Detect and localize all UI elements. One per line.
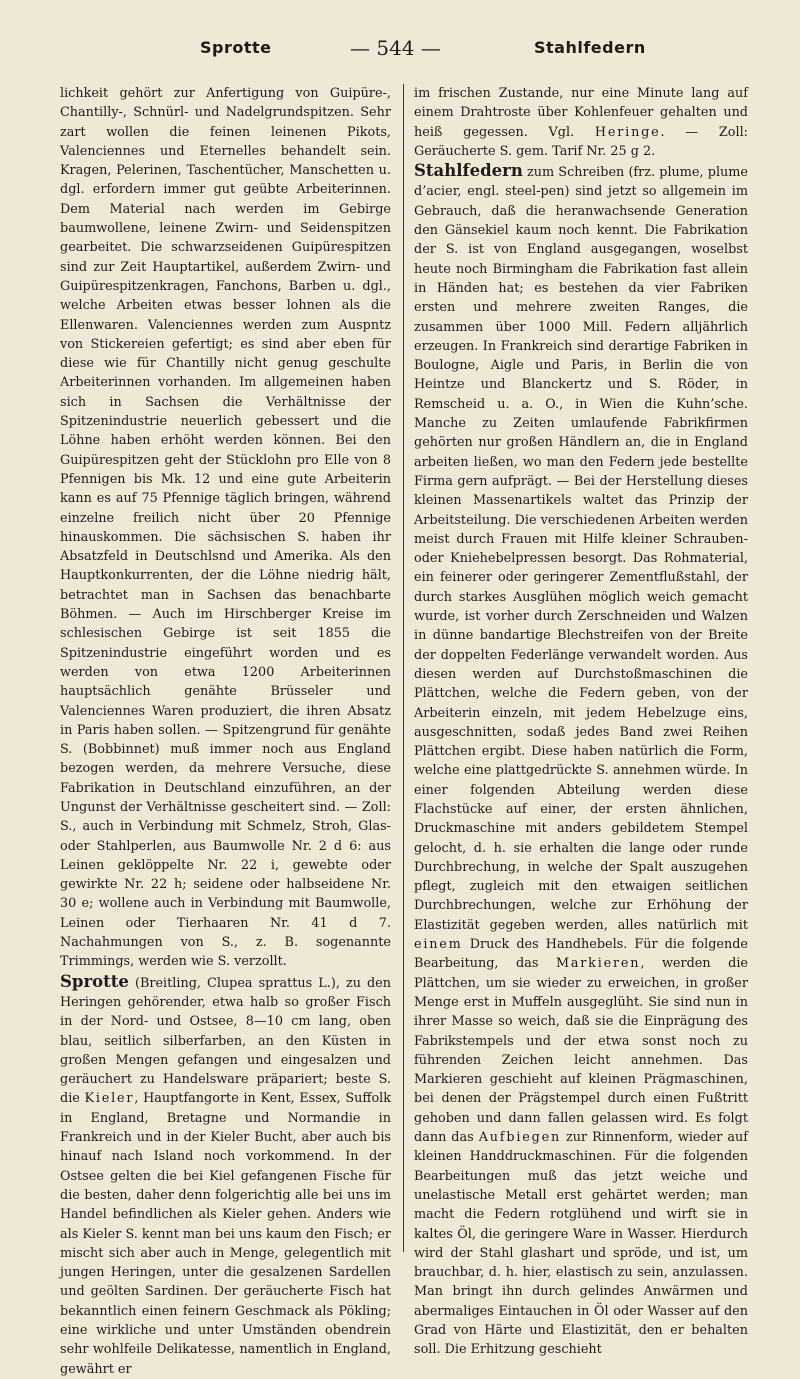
spitzen-paragraph: lichkeit gehört zur Anfertigung von Guipüre-, Chantilly-, Schnürl- und Nadelgrundspitzen. Sehr zart wollen die feinen leinenen Pikots, Valenciennes und Eternelles behandelt sein. Kragen, Pelerinen, Taschentücher, Manschetten u. dgl. erfordern immer gut geübte Arbeiterinnen. Dem Material nach werden im Gebirge baumwollene, leinene Zwirn- und Seidenspitzen gearbeitet. Die schwarzseidenen Guipürespitzen sind zur Zeit Hauptartikel, außerdem Zwirn- und Guipürespitzenkragen, Fanchons, Barben u. dgl., welche Arbeiten etwas besser lohnen als die Ellenwaren. Valenciennes werden zum Auspntz von Stickereien gefertigt; es sind aber eben für diese wie für Chantilly nicht genug geschulte Arbeiterinnen vorhanden. Im allgemeinen haben sich in Sachsen die Verhältnisse der Spitzenindustrie neuerlich gebessert und die Löhne haben erhöht werden können. Bei den Guipürespitzen geht der Stücklohn pro Elle von 8 Pfennigen bis Mk. 12 und eine gute Arbeiterin kann es auf 75 Pfennige täglich bringen, während einzelne freilich nicht über 20 Pfennige hinauskommen. Die sächsischen S. haben ihr Absatzfeld in Deutschlsnd und Amerika. Als den Hauptkonkurrenten, der die Löhne niedrig hält, betrachtet man in Sachsen das benachbarte Böhmen. — Auch im Hirschberger Kreise im schlesischen Gebirge ist seit 1855 die Spitzenindustrie eingeführt worden und es werden von etwa 1200 Arbeiterinnen hauptsächlich genähte Brüsseler und Valenciennes Waren produziert, die ihren Absatz in Paris haben sollen. — Spitzengrund für genähte S. (Bobbinnet) muß immer noch aus England bezogen werden, da mehrere Versuche, diese Fabrikation in Deutschland einzuführen, an der Ungunst der Verhältnisse gescheitert sind. — Zoll: S., auch in Verbindung mit Schmelz, Stroh, Glas- oder Stahlperlen, aus Baumwolle Nr. 2 d 6: aus Leinen geklöppelte Nr. 22 i, gewebte oder gewirkte Nr. 22 h; seidene oder halbseidene Nr. 30 e; wollene auch in Verbindung mit Baumwolle, Leinen oder Tierhaaren Nr. 41 d 7. Nachahmungen von S., z. B. sogenannte Trimmings, werden wie S. verzollt. <box>60 86 391 970</box>
stahl-text-a: zum Schreiben (frz. plume, plume d’acier, engl. steel-pen) sind jetzt so allgemein im Gebrauch, daß die heranwachsende Generation den Gänsekiel kaum noch kennt. Die Fabrikation der S. ist von England ausgegangen, woselbst heute noch Birmingham die Fabrikation fast allein in Händen hat; es bestehen da vier Fabriken ersten und mehrere zweiten Ranges, die zusammen über 1000 Mill. Federn alljährlich erzeugen. In Frankreich sind derartige Fabriken in Boulogne, Aigle und Paris, in Berlin die von Heintze und Blanckertz und S. Röder, in Remscheid u. a. O., in Wien die Kuhn’sche. Manche zu Zeiten umlaufende Fabrikfirmen gehörten nur großen Händlern an, die in England arbeiten ließen, wo man den Federn jede bestellte Firma gern aufprägt. — Bei der Herstellung dieses kleinen Massenartikels waltet das Prinzip der Arbeitsteilung. Die verschiedenen Arbeiten werden meist durch Frauen mit Hilfe kleiner Schrauben- oder Kniehebelpressen besorgt. Das Rohmaterial, ein feinerer oder geringerer Zementflußstahl, der durch starkes Ausglühen möglich weich gemacht wurde, ist vorher durch Zerschneiden und Walzen in dünne bandartige Blechstreifen von der Breite der doppelten Federlänge verwandelt worden. Aus diesen werden auf Durchstoßmaschinen die Plättchen, welche die Federn geben, von der Arbeiterin einzeln, mit jedem Hebelzuge eins, ausgeschnitten, sodaß jedes Band zwei Reihen Plättchen ergibt. Diese haben natürlich die Form, welche eine plattgedrückte S. annehmen würde. In einer folgenden Abteilung werden diese Flachstücke auf einer, der ersten ähnlichen, Druckmaschine mit anders gebildetem Stempel gelocht, d. h. sie erhalten die lange oder runde Durchbrechung, in welche der Spalt auszugehen pflegt, zugleich mit den etwaigen seitlichen Durchbrechungen, welche zur Erhöhung der Elastizität gegeben werden, alles natürlich mit <box>414 165 748 933</box>
sprotte-entry <box>60 972 391 1379</box>
emphasis-kieler: Kieler <box>84 1091 135 1107</box>
right-column <box>414 84 748 1358</box>
left-column <box>60 84 391 1377</box>
sprotte-continuation <box>414 84 748 161</box>
header-right-keyword: Stahlfedern <box>534 38 646 57</box>
stahlfedern-entry <box>414 161 748 1359</box>
entry-headword-stahlfedern: Stahlfedern <box>414 161 523 181</box>
page-number: — 544 — <box>350 36 441 60</box>
sprotte-text-a: (Breitling, Clupea sprattus L.), zu den Heringen gehörender, etwa halb so großer Fisch in der Nord- und Ostsee, 8—10 cm lang, oben blau, seitlich silberfarben, an den Küsten in großen Mengen gefangen und eingesalzen und geräuchert zu Handelsware präpariert; beste S. die <box>60 975 391 1107</box>
sprotte-text-b: , Hauptfangorte in Kent, Essex, Suffolk in England, Bretagne und Normandie in Frankreich und in der Kieler Bucht, aber auch bis hinauf nach Island noch vorkommend. In der Ostsee gelten die bei Kiel gefangenen Fische für die besten, daher denn folgerichtig alle bei uns im Handel befindlichen als Kieler gehen. Anders wie als Kieler S. kennt man bei uns kaum den Fisch; er mischt sich aber auch in Menge, gelegentlich mit jungen Heringen, unter die gesalzenen Sardellen und geölten Sardinen. Der geräucherte Fisch hat bekanntlich einen feinern Geschmack als Pökling; eine wirkliche und unter Umständen obendrein sehr wohlfeile Delikatesse, namentlich in England, gewährt er <box>60 1091 391 1377</box>
sprotte-cont-b: . — Zoll: Geräucherte S. gem. Tarif Nr. 25 g 2. <box>414 124 748 159</box>
emphasis-aufbiegen: Aufbiegen <box>478 1130 561 1146</box>
column-divider <box>403 84 404 1252</box>
stahl-text-c: , werden die Plättchen, um sie wieder zu erweichen, in großer Menge erst in Muffeln ausgeglüht. Sie sind nun in ihrer Masse so weich, daß sie die Einprägung des Fabrikstempels und der etwa sonst noch zu führenden Zeichen leicht annehmen. Das Markieren geschieht auf kleinen Prägmaschinen, bei denen der Prägstempel durch einen Fußtritt gehoben und dann fallen gelassen wird. Es folgt dann das <box>414 956 748 1146</box>
entry-headword-sprotte: Sprotte <box>60 971 129 991</box>
header-left-keyword: Sprotte <box>200 38 272 57</box>
emphasis-markieren: Markieren <box>555 956 641 972</box>
sprotte-cont-a: im frischen Zustande, nur eine Minute lang auf einem Drahtroste über Kohlenfeuer gehalten und heiß gegessen. Vgl. <box>414 86 748 140</box>
page-header <box>60 38 750 64</box>
crossref-heringe: Heringe <box>594 124 661 140</box>
stahl-text-d: zur Rinnenform, wieder auf kleinen Handdruckmaschinen. Für die folgenden Bearbeitungen muß das jetzt weiche und unelastische Metall erst gehärtet werden; man macht die Federn rotglühend und wirft sie in kaltes Öl, die geringere Ware in Wasser. Hierdurch wird der Stahl glashart und spröde, und ist, um brauchbar, d. h. hier, elastisch zu sein, anzulassen. Man bringt ihn durch gelindes Anwärmen und abermaliges Eintauchen in Öl oder Wasser auf den Grad von Härte und Elastizität, den er behalten soll. Die Erhitzung geschieht <box>414 1130 748 1358</box>
stahl-text-b: Druck des Handhebels. Für die folgende Bearbeitung, das <box>414 937 748 972</box>
emphasis-einem: einem <box>414 937 463 953</box>
